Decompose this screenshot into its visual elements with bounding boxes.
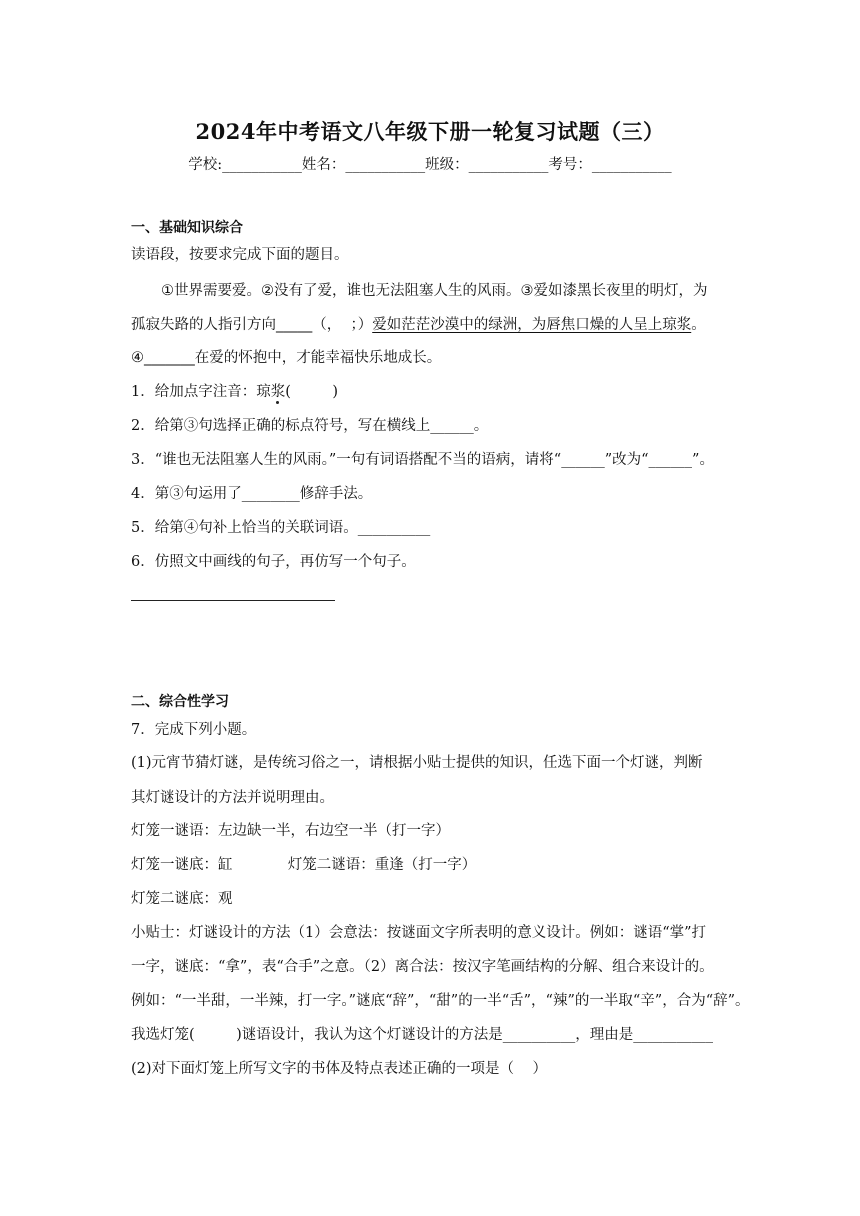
question-4: 4．第③句运用了________修辞手法。 bbox=[131, 486, 373, 502]
subquestion-2: (2)对下面灯笼上所写文字的书体及特点表述正确的一项是（ ） bbox=[131, 1061, 547, 1077]
answer-blank: ( ) bbox=[285, 384, 339, 400]
riddle-1-answer: 灯笼一谜底：缸 灯笼二谜语：重逢（打一字） bbox=[131, 857, 477, 873]
question-7: 7．完成下列小题。 bbox=[131, 722, 257, 738]
passage-line-1: ①世界需要爱。②没有了爱，谁也无法阻塞人生的风雨。③爱如漆黑长夜里的明灯，为 bbox=[161, 283, 708, 299]
answer-line bbox=[131, 600, 335, 601]
page-title: 2024年中考语文八年级下册一轮复习试题（三） bbox=[195, 119, 665, 144]
question-6: 6．仿照文中画线的句子，再仿写一个句子。 bbox=[131, 554, 416, 570]
riddle-1: 灯笼一谜语：左边缺一半，右边空一半（打一字） bbox=[131, 823, 450, 839]
answer-line-text: 我选灯笼( )谜语设计，我认为这个灯谜设计的方法是__________，理由是___________ bbox=[131, 1027, 714, 1043]
underlined-sentence: 爱如茫茫沙漠中的绿洲，为唇焦口燥的人呈上琼浆 bbox=[372, 317, 692, 333]
passage-line-2 bbox=[131, 315, 706, 335]
question-5: 5．给第④句补上恰当的关联词语。__________ bbox=[131, 520, 431, 536]
subquestion-1-line-2: 其灯谜设计的方法并说明理由。 bbox=[131, 790, 334, 806]
tip-line-1: 小贴士：灯谜设计的方法（1）会意法：按谜面文字所表明的意义设计。例如：谜语“掌”打 bbox=[131, 925, 707, 941]
section1-intro: 读语段，按要求完成下面的题目。 bbox=[131, 247, 349, 263]
dotted-character: 浆 bbox=[270, 384, 286, 400]
section1-heading: 一、基础知识综合 bbox=[131, 220, 243, 236]
passage-line-3: ④_______在爱的怀抱中，才能幸福快乐地成长。 bbox=[131, 350, 442, 366]
question-2: 2．给第③句选择正确的标点符号，写在横线上______。 bbox=[131, 418, 489, 434]
tip-line-2: 一字，谜底：“拿”，表“合手”之意。（2）离合法：按汉字笔画结构的分解、组合来设计的。 bbox=[131, 959, 714, 975]
riddle-2-answer: 灯笼二谜底：观 bbox=[131, 891, 233, 907]
section2-heading: 二、综合性学习 bbox=[131, 694, 229, 710]
question-3: 3．“谁也无法阻塞人生的风雨。”一句有词语搭配不当的语病，请将“______”改为“______”。 bbox=[131, 452, 714, 468]
question-1-text: 1．给加点字注音：琼 bbox=[131, 384, 271, 400]
passage-line-2-start: 孤寂失路的人指引方向_____（， ；） bbox=[131, 317, 373, 333]
tip-line-3: 例如：“一半甜，一半辣，打一字。”谜底“辞”，“甜”的一半“舌”，“辣”的一半取“辛”，合为“辞”。 bbox=[131, 993, 750, 1009]
subquestion-1-line-1: (1)元宵节猜灯谜，是传统习俗之一，请根据小贴士提供的知识，任选下面一个灯谜，判断 bbox=[131, 755, 703, 771]
passage-line-2-end: 。 bbox=[691, 317, 706, 333]
question-1 bbox=[131, 382, 338, 402]
student-info-line: 学校:___________姓名：___________班级：___________考号：___________ bbox=[188, 157, 672, 173]
